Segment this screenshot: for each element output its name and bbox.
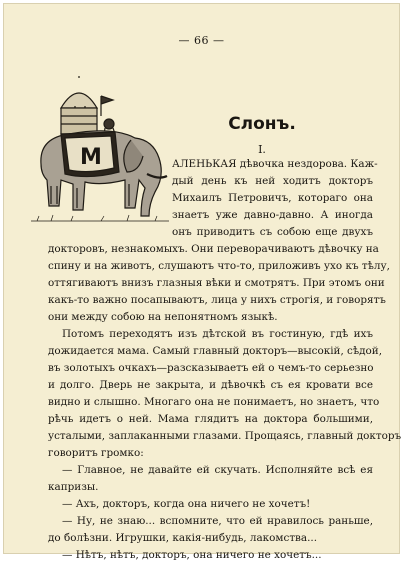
text-line: онъ приводитъ съ собою еще двухъ (172, 226, 373, 238)
text-line: дожидается мама. Самый главный докторъ—высокій, сѣдой, (48, 345, 383, 357)
elephant-with-howdah-icon (31, 76, 169, 231)
chapter-title: Слонъ. (228, 114, 296, 134)
text-line: видно и слышно. Многаго она не понимаетъ, но знаетъ, что (48, 396, 380, 408)
chapter-number: I. (258, 143, 266, 156)
text-line: они между собою на непонятномъ языкѣ. (48, 311, 278, 323)
dialogue-line: — Ну, не знаю... вспомните, что ей нравилось раньше, (62, 515, 373, 527)
text-line: въ золотыхъ очкахъ—разсказываетъ ей о чемъ-то серьезно (48, 362, 374, 374)
text-line: рѣчь идетъ о ней. Мама глядитъ на доктора большими, (48, 413, 373, 425)
text-line: дый день къ ней ходитъ докторъ (172, 175, 373, 187)
book-page (3, 3, 402, 561)
text-line: спину и на животъ, слушаютъ что-то, приложивъ ухо къ тѣлу, (48, 260, 390, 272)
text-line: АЛЕНЬКАЯ дѣвочка нездорова. Каж- (172, 158, 378, 170)
text-line: оттягиваютъ внизъ глазныя вѣки и смотрятъ. При этомъ они (48, 277, 385, 289)
elephant-illustration (31, 76, 169, 231)
paragraph-start-line: Потомъ переходятъ изъ дѣтской въ гостиную, гдѣ ихъ (62, 328, 373, 340)
page-number: — 66 — (178, 34, 225, 47)
text-line: какъ-то важно посапываютъ, лица у нихъ строгія, и говорятъ (48, 294, 386, 306)
text-line: капризы. (48, 481, 99, 493)
text-line: усталыми, заплаканными глазами. Прощаясь, главный докторъ (48, 430, 402, 442)
text-line: и долго. Дверь не закрыта, и дѣвочкѣ съ ея кровати все (48, 379, 373, 391)
dialogue-line: — Главное, не давайте ей скучать. Исполняйте всѣ ея (62, 464, 373, 476)
text-line: Михаилъ Петровичъ, котораго она (172, 192, 373, 204)
text-line: говоритъ громко: (48, 447, 144, 459)
blanket-emblem: M (80, 145, 102, 170)
text-line: знаетъ уже давно-давно. А иногда (172, 209, 373, 221)
dialogue-line: — Нѣтъ, нѣтъ, докторъ, она ничего не хочетъ... (62, 549, 322, 561)
text-line: докторовъ, незнакомыхъ. Они переворачиваютъ дѣвочку на (48, 243, 379, 255)
text-line: до болѣзни. Игрушки, какія-нибудь, лакомства... (48, 532, 318, 544)
dialogue-line: — Ахъ, докторъ, когда она ничего не хочетъ! (62, 498, 311, 510)
